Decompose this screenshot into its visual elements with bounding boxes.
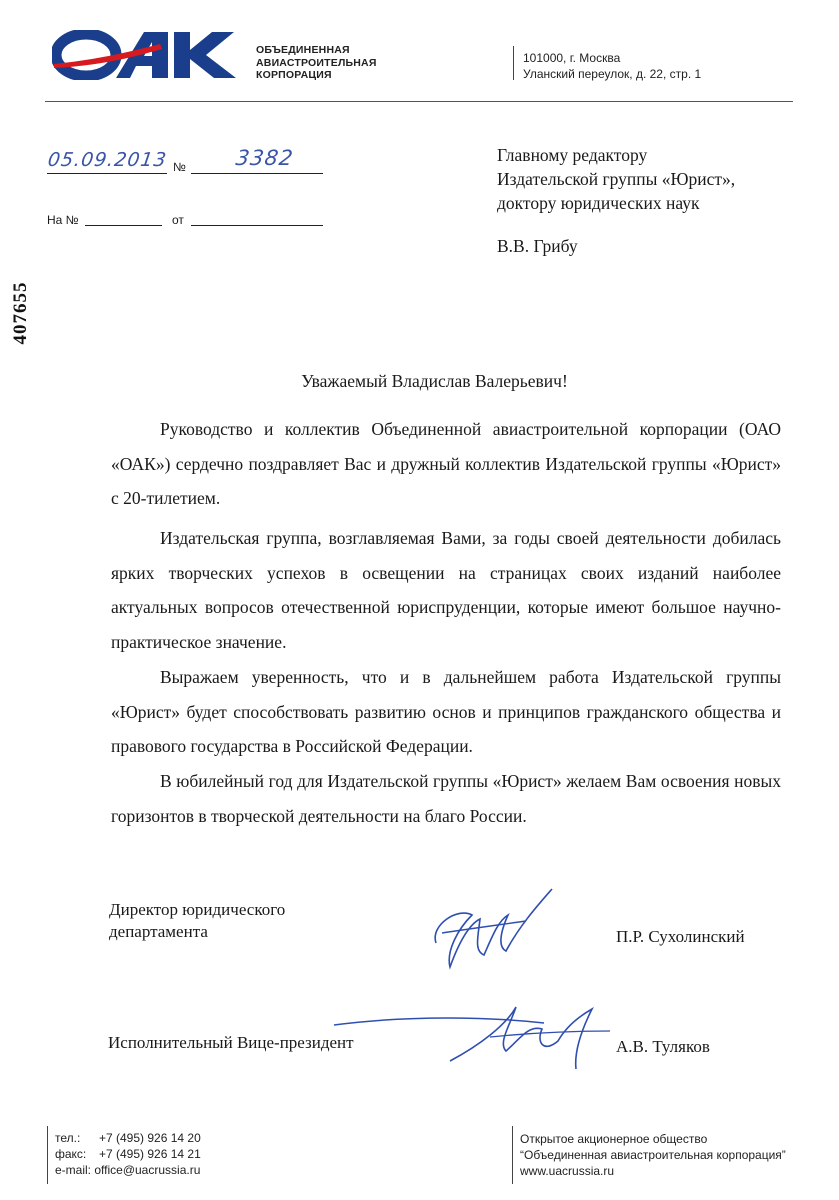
letter-paragraph: В юбилейный год для Издательской группы «Юрист» желаем Вам освоения новых горизонтов в творческой деятельности на благо России. bbox=[111, 771, 781, 826]
signatory-title-line: Директор юридического bbox=[109, 900, 286, 919]
addressee-block bbox=[497, 143, 735, 215]
footer-contacts bbox=[55, 1130, 201, 1178]
outgoing-date: 05.09.2013 bbox=[46, 149, 169, 171]
contact-value: +7 (495) 926 14 21 bbox=[99, 1147, 201, 1161]
incoming-from-underline bbox=[191, 225, 323, 226]
oak-logo-mark bbox=[52, 30, 244, 80]
oak-logo-text bbox=[256, 44, 377, 82]
registration-stamp-number: 407655 bbox=[10, 281, 31, 345]
signatory-title-line: департамента bbox=[109, 922, 208, 941]
signatory-title: Исполнительный Вице-президент bbox=[108, 1033, 354, 1052]
date-underline bbox=[47, 173, 167, 174]
handwritten-signature bbox=[330, 995, 620, 1075]
org-line: Открытое акционерное общество bbox=[520, 1132, 708, 1146]
signatory-title bbox=[109, 899, 285, 943]
footer-separator bbox=[47, 1126, 48, 1184]
salutation: Уважаемый Владислав Валерьевич! bbox=[301, 371, 568, 391]
header-rule bbox=[45, 101, 793, 102]
contact-label: факс: bbox=[55, 1147, 87, 1161]
footer-organization bbox=[520, 1131, 786, 1179]
signatory-name: П.Р. Сухолинский bbox=[616, 927, 745, 946]
letter-paragraph: Выражаем уверенность, что и в дальнейшем работа Издательской группы «Юрист» будет способствовать развитию основ и принципов гражданского общества и правового государства в Российской Федерации. bbox=[111, 667, 781, 757]
address-line: 101000, г. Москва bbox=[523, 51, 621, 65]
contact-row bbox=[55, 1146, 201, 1162]
contact-row bbox=[55, 1130, 201, 1146]
letter-paragraph: Руководство и коллектив Объединенной авиастроительной корпорации (ОАО «ОАК») сердечно поздравляет Вас и дружный коллектив Издательской группы «Юрист» с 20-тилетием. bbox=[111, 419, 781, 509]
outgoing-number: 3382 bbox=[234, 146, 296, 170]
company-address bbox=[523, 50, 701, 82]
org-website: www.uacrussia.ru bbox=[520, 1164, 615, 1178]
contact-label: e-mail: bbox=[55, 1163, 92, 1177]
addressee-line: Главному редактору bbox=[497, 145, 648, 165]
addressee-line: доктору юридических наук bbox=[497, 193, 700, 213]
addressee-line: Издательской группы «Юрист», bbox=[497, 169, 736, 189]
logo-line: КОРПОРАЦИЯ bbox=[256, 69, 332, 81]
addressee-name: В.В. Грибу bbox=[497, 236, 578, 256]
footer-separator bbox=[512, 1126, 513, 1184]
signatory-name: А.В. Туляков bbox=[616, 1037, 710, 1056]
contact-row bbox=[55, 1162, 201, 1178]
incoming-from-label: от bbox=[172, 213, 184, 227]
logo-line: ОБЪЕДИНЕННАЯ bbox=[256, 44, 350, 56]
number-underline bbox=[191, 173, 323, 174]
incoming-number-underline bbox=[85, 225, 162, 226]
incoming-number-label: На № bbox=[47, 213, 79, 227]
address-line: Уланский переулок, д. 22, стр. 1 bbox=[523, 67, 702, 81]
handwritten-signature bbox=[428, 885, 558, 975]
contact-label: тел.: bbox=[55, 1131, 81, 1145]
number-label: № bbox=[173, 160, 186, 174]
org-line: “Объединенная авиастроительная корпорация” bbox=[520, 1148, 786, 1162]
letter-paragraph: Издательская группа, возглавляемая Вами, за годы своей деятельности добилась ярких творческих успехов в освещении на страницах своих изданий наиболее актуальных вопросов отечественной юриспруденции, которые имеют большое научно-практическое значение. bbox=[111, 528, 781, 653]
contact-email: office@uacrussia.ru bbox=[94, 1163, 201, 1177]
header-separator bbox=[513, 46, 514, 80]
contact-value: +7 (495) 926 14 20 bbox=[99, 1131, 201, 1145]
logo-line: АВИАСТРОИТЕЛЬНАЯ bbox=[256, 56, 377, 69]
